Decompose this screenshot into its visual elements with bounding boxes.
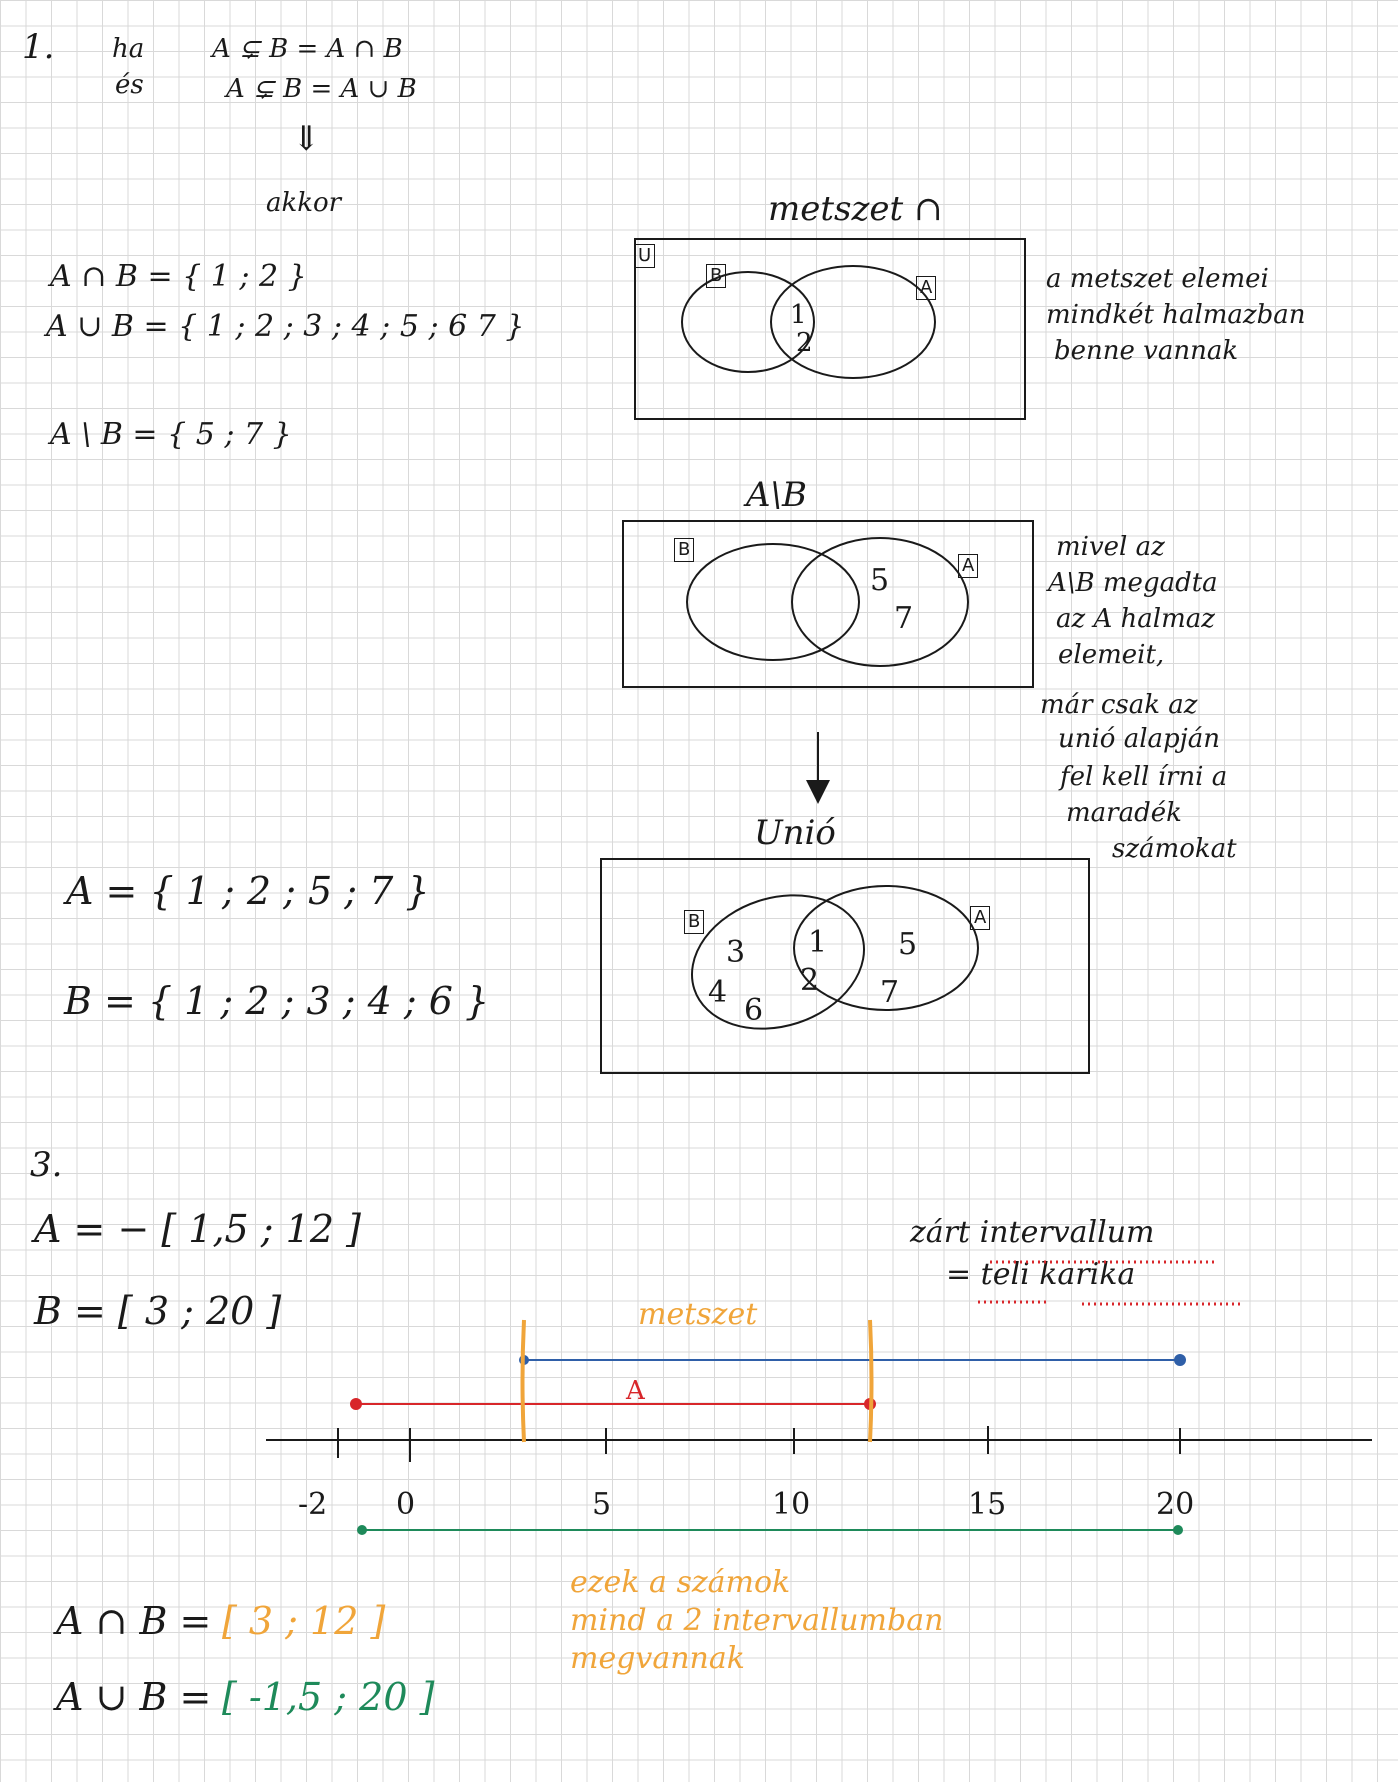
venn1-set-a-label: A xyxy=(916,276,936,300)
implies-arrow-icon: ⇓ xyxy=(292,119,321,159)
interval-a: A = − [ 1,5 ; 12 ] xyxy=(34,1207,361,1251)
venn2-set-a-label: A xyxy=(958,554,978,578)
venn2-note-line-3: az A halmaz xyxy=(1056,604,1215,634)
venn-intersection-title: metszet ∩ xyxy=(768,189,943,229)
venn2-note-line-2: A\B megadta xyxy=(1048,568,1218,598)
result-intersection-lhs: A ∩ B = xyxy=(56,1599,212,1643)
venn-union-title: Unió xyxy=(754,813,836,853)
venn-difference-title: A\B xyxy=(746,475,807,515)
result-union-rhs: [ -1,5 ; 20 ] xyxy=(222,1675,435,1719)
venn2-note-line-9: számokat xyxy=(1112,834,1237,864)
axis-tick-label-20: 20 xyxy=(1156,1487,1195,1522)
given-union: A ∪ B = { 1 ; 2 ; 3 ; 4 ; 5 ; 6 7 } xyxy=(46,309,525,344)
result-set-a: A = { 1 ; 2 ; 5 ; 7 } xyxy=(66,869,430,913)
orange-note-line-3: megvannak xyxy=(570,1641,745,1676)
venn3-set-b-label: B xyxy=(684,910,704,934)
orange-note-line-2: mind a 2 intervallumban xyxy=(570,1603,944,1638)
result-intersection-rhs: [ 3 ; 12 ] xyxy=(222,1599,386,1643)
section-number-3: 3. xyxy=(30,1145,63,1185)
closed-interval-note-2: = teli karika xyxy=(946,1257,1136,1292)
venn3-set-a-label: A xyxy=(970,906,990,930)
venn1-note-line-1: a metszet elemei xyxy=(1046,264,1269,294)
venn1-center-value-1: 1 xyxy=(790,300,807,330)
venn3-b-value-6: 6 xyxy=(744,993,764,1028)
venn1-circle-a xyxy=(771,266,935,378)
axis-tick-label-0: 0 xyxy=(396,1487,416,1522)
condition-line-1: A ⊊ B = A ∩ B xyxy=(212,34,403,64)
venn2-note-line-7: fel kell írni a xyxy=(1060,762,1228,792)
interval-b-end-dot xyxy=(1174,1354,1186,1366)
venn3-circle-a xyxy=(794,886,978,1010)
venn2-note-line-8: maradék xyxy=(1066,798,1182,828)
venn3-center-value-2: 2 xyxy=(800,963,820,998)
result-union-lhs: A ∪ B = xyxy=(56,1675,212,1719)
universe-label: U xyxy=(634,244,655,268)
result-set-b: B = { 1 ; 2 ; 3 ; 4 ; 6 } xyxy=(64,979,490,1023)
venn2-circle-a xyxy=(792,538,968,666)
interval-b: B = [ 3 ; 20 ] xyxy=(34,1289,282,1333)
venn1-circle-b xyxy=(682,272,814,372)
venn2-note-line-1: mivel az xyxy=(1056,532,1165,562)
venn3-b-value-4: 4 xyxy=(708,975,728,1010)
axis-tick-label-neg2: -2 xyxy=(298,1487,328,1522)
closed-interval-note: zárt intervallum xyxy=(910,1215,1155,1250)
union-start-dot xyxy=(357,1525,367,1535)
down-arrow-head-icon xyxy=(806,780,830,804)
venn2-note-line-5: már csak az xyxy=(1040,690,1198,720)
interval-a-label: A xyxy=(626,1376,645,1406)
intersection-marker-left xyxy=(523,1320,525,1442)
venn2-circle-b xyxy=(687,544,859,660)
metszet-label: metszet xyxy=(638,1297,758,1332)
venn2-value-7: 7 xyxy=(894,601,914,636)
venn1-set-b-label: B xyxy=(706,264,726,288)
condition-line-2: A ⊊ B = A ∪ B xyxy=(226,74,417,104)
then-word: akkor xyxy=(266,188,342,218)
venn2-value-5: 5 xyxy=(870,563,890,598)
venn1-note-line-3: benne vannak xyxy=(1054,336,1239,366)
axis-tick-label-15: 15 xyxy=(968,1487,1007,1522)
venn1-center-value-2: 2 xyxy=(796,328,813,358)
venn3-a-value-7: 7 xyxy=(880,975,900,1010)
venn3-center-value-1: 1 xyxy=(808,925,828,960)
venn3-b-value-3: 3 xyxy=(726,935,746,970)
interval-a-start-dot xyxy=(350,1398,362,1410)
venn2-note-line-6: unió alapján xyxy=(1058,724,1220,754)
venn2-note-line-4: elemeit, xyxy=(1058,640,1165,670)
venn1-note-line-2: mindkét halmazban xyxy=(1046,300,1306,330)
condition-word-and: és xyxy=(115,70,144,100)
axis-tick-label-10: 10 xyxy=(772,1487,811,1522)
intersection-marker-right xyxy=(870,1320,872,1442)
section-number-1: 1. xyxy=(22,27,55,67)
venn2-set-b-label: B xyxy=(674,538,694,562)
condition-word-if: ha xyxy=(112,34,145,64)
venn3-circle-b xyxy=(675,874,882,1050)
given-difference: A \ B = { 5 ; 7 } xyxy=(50,417,292,452)
union-end-dot xyxy=(1173,1525,1183,1535)
orange-note-line-1: ezek a számok xyxy=(570,1565,791,1600)
axis-tick-label-5: 5 xyxy=(592,1487,612,1522)
given-intersection: A ∩ B = { 1 ; 2 } xyxy=(50,259,307,294)
venn3-a-value-5: 5 xyxy=(898,927,918,962)
